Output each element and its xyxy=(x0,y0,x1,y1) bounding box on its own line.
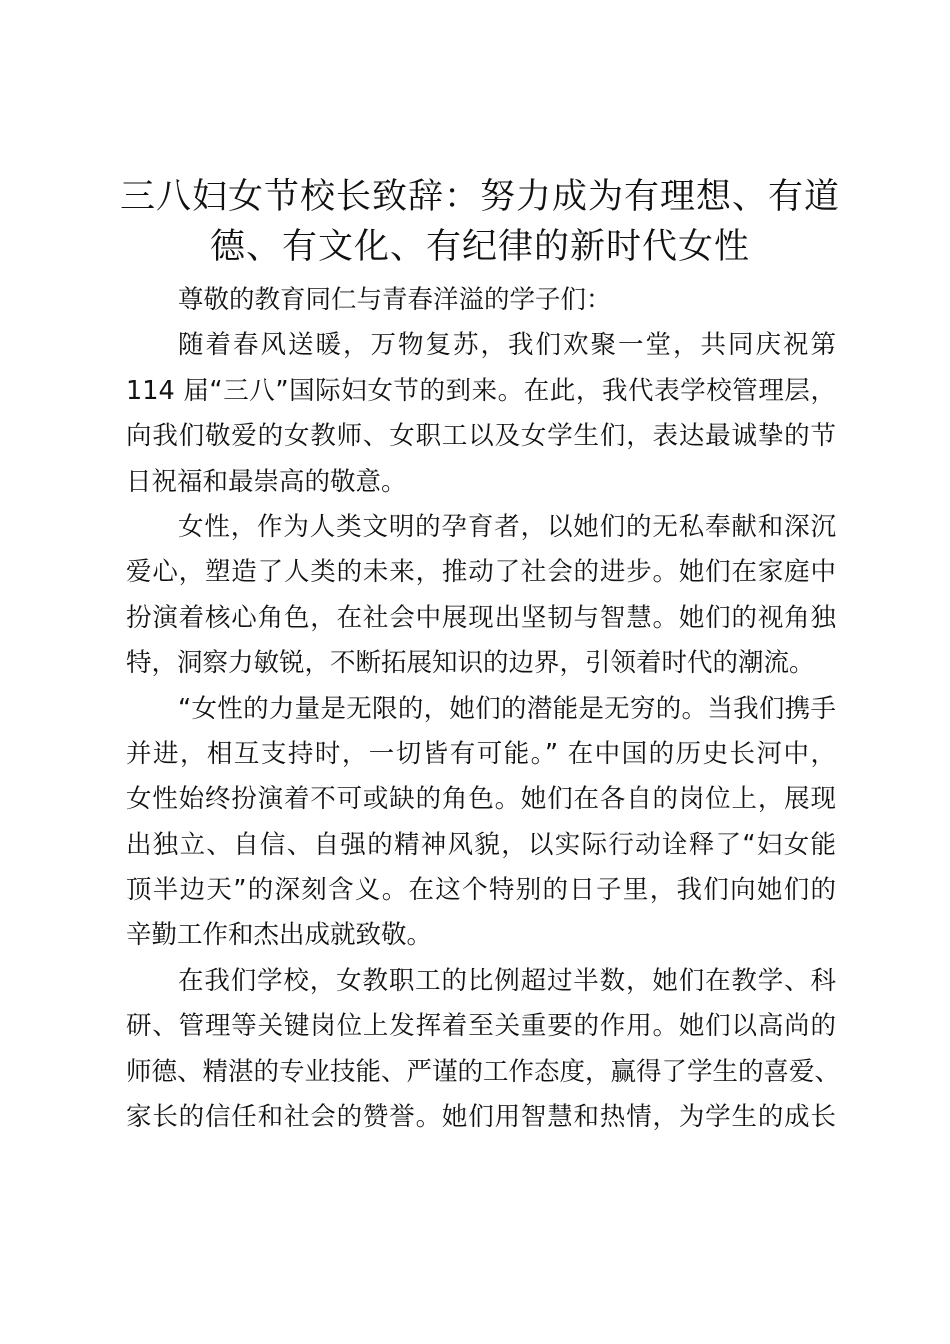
document-title xyxy=(120,172,840,272)
title-line: 德、有文化、有纪律的新时代女性 xyxy=(209,227,750,267)
paragraph-line: 随着春风送暖，万物复苏，我们欢聚一堂，共同庆祝第 xyxy=(178,330,836,361)
paragraph-line: 出独立、自信、自强的精神风貌，以实际行动诠释了“妇女能 xyxy=(126,829,836,860)
paragraph-line: 日祝福和最崇高的敬意。 xyxy=(126,466,407,497)
paragraph-line: 特，洞察力敏锐，不断拓展知识的边界，引领着时代的潮流。 xyxy=(126,648,815,679)
paragraph-line: “女性的力量是无限的，她们的潜能是无穷的。当我们携手 xyxy=(178,693,836,724)
body-paragraph xyxy=(126,505,836,687)
paragraph-line: 向我们敬爱的女教师、女职工以及女学生们，表达最诚挚的节 xyxy=(126,421,836,452)
paragraph-line: 女性，作为人类文明的孕育者，以她们的无私奉献和深沉 xyxy=(178,511,836,542)
paragraph-line: 辛勤工作和杰出成就致敬。 xyxy=(126,920,433,951)
paragraph-line: 女性始终扮演着不可或缺的角色。她们在各自的岗位上，展现 xyxy=(126,784,836,815)
paragraph-line: 尊敬的教育同仁与青春洋溢的学子们： xyxy=(178,285,612,315)
paragraph-line: 在我们学校，女教职工的比例超过半数，她们在教学、科 xyxy=(178,965,836,996)
paragraph-line: 师德、精湛的专业技能、严谨的工作态度，赢得了学生的喜爱、 xyxy=(126,1056,841,1087)
body-paragraph xyxy=(126,323,836,505)
paragraph-line: 并进，相互支持时，一切皆有可能。” 在中国的历史长河中， xyxy=(126,738,836,769)
paragraph-line: 爱心，塑造了人类的未来，推动了社会的进步。她们在家庭中 xyxy=(126,557,836,588)
paragraph-line: 家长的信任和社会的赞誉。她们用智慧和热情，为学生的成长 xyxy=(126,1102,836,1133)
title-line: 三八妇女节校长致辞：努力成为有理想、有道 xyxy=(120,177,841,217)
body-paragraph xyxy=(126,687,836,959)
paragraph-line: 顶半边天”的深刻含义。在这个特别的日子里，我们向她们的 xyxy=(126,875,836,906)
body-paragraph xyxy=(126,959,841,1141)
salutation-paragraph xyxy=(126,278,836,323)
paragraph-line: 114 届“三八”国际妇女节的到来。在此，我代表学校管理层， xyxy=(126,375,836,406)
paragraph-line: 扮演着核心角色，在社会中展现出坚韧与智慧。她们的视角独 xyxy=(126,602,836,633)
paragraph-line: 研、管理等关键岗位上发挥着至关重要的作用。她们以高尚的 xyxy=(126,1011,836,1042)
document-body xyxy=(126,278,841,1140)
